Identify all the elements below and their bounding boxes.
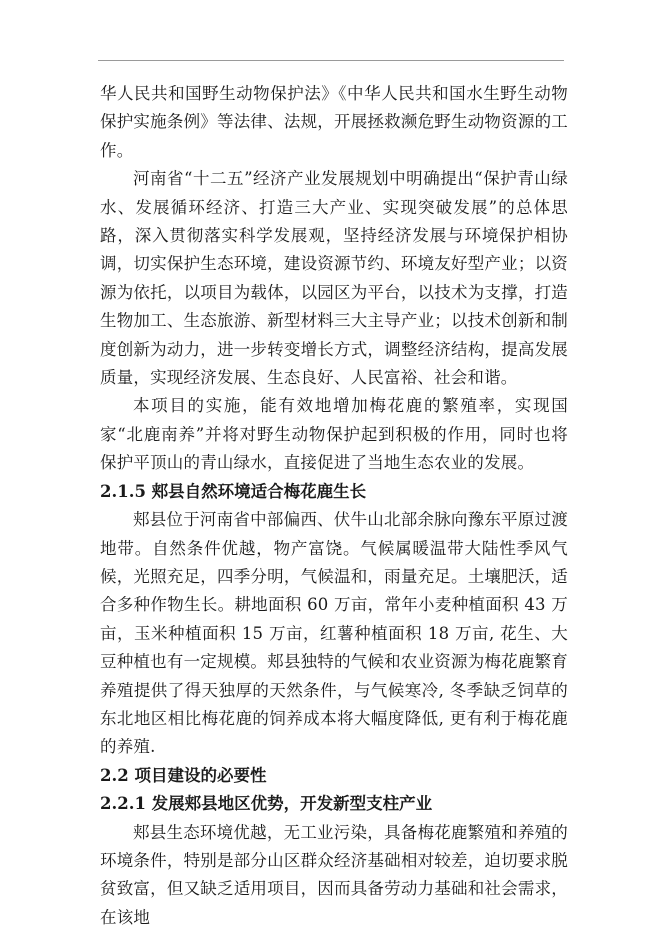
section-heading-2-2-1: 2.2.1 发展郏县地区优势，开发新型支柱产业 [100,794,433,814]
section-heading-2-1-5: 2.1.5 郏县自然环境适合梅花鹿生长 [100,481,367,501]
paragraph-continuation: 华人民共和国野生动物保护法》《中华人民共和国水生野生动物保护实施条例》等法律、法规，开展拯救濒危野生动物资源的工作。 [100,84,568,160]
document-body [100,80,568,932]
paragraph-regional-advantage: 郏县生态环境优越，无工业污染，具备梅花鹿繁殖和养殖的环境条件，特别是部分山区群众经济基础相对较差，迫切要求脱贫致富，但又缺乏适用项目，因而具备劳动力基础和社会需求，在该地 [100,822,568,927]
section-heading-2-2: 2.2 项目建设的必要性 [100,765,267,785]
paragraph-natural-environment: 郏县位于河南省中部偏西、伏牛山北部余脉向豫东平原过渡地带。自然条件优越，物产富饶。气候属暖温带大陆性季风气候，光照充足，四季分明，气候温和，雨量充足。土壤肥沃，适合多种作物生长。耕地面积 60 万亩，常年小麦种植面积 43 万亩，玉米种植面积 15 万亩，红薯种植面积 18 万亩, 花生、大豆种植也有一定规模。郏县独特的气候和农业资源为梅花鹿繁育养殖提供了得天独厚的天然条件，与气候寒冷, 冬季缺乏饲草的东北地区相比梅花鹿的饲养成本将大幅度降低, 更有利于梅花鹿的养殖. [100,510,568,757]
header-rule [98,60,564,61]
paragraph-development-plan: 河南省“十二五”经济产业发展规划中明确提出“保护青山绿水、发展循环经济、打造三大产业、实现突破发展”的总体思路，深入贯彻落实科学发展观，坚持经济发展与环境保护相协调，切实保护生态环境，建设资源节约、环境友好型产业；以资源为依托，以项目为载体，以园区为平台，以技术为支撑，打造生物加工、生态旅游、新型材料三大主导产业；以技术创新和制度创新为动力，进一步转变增长方式，调整经济结构，提高发展质量，实现经济发展、生态良好、人民富裕、社会和谐。 [100,169,568,388]
paragraph-project-impact: 本项目的实施，能有效地增加梅花鹿的繁殖率，实现国家“北鹿南养”并将对野生动物保护起到积极的作用，同时也将保护平顶山的青山绿水，直接促进了当地生态农业的发展。 [100,396,568,473]
